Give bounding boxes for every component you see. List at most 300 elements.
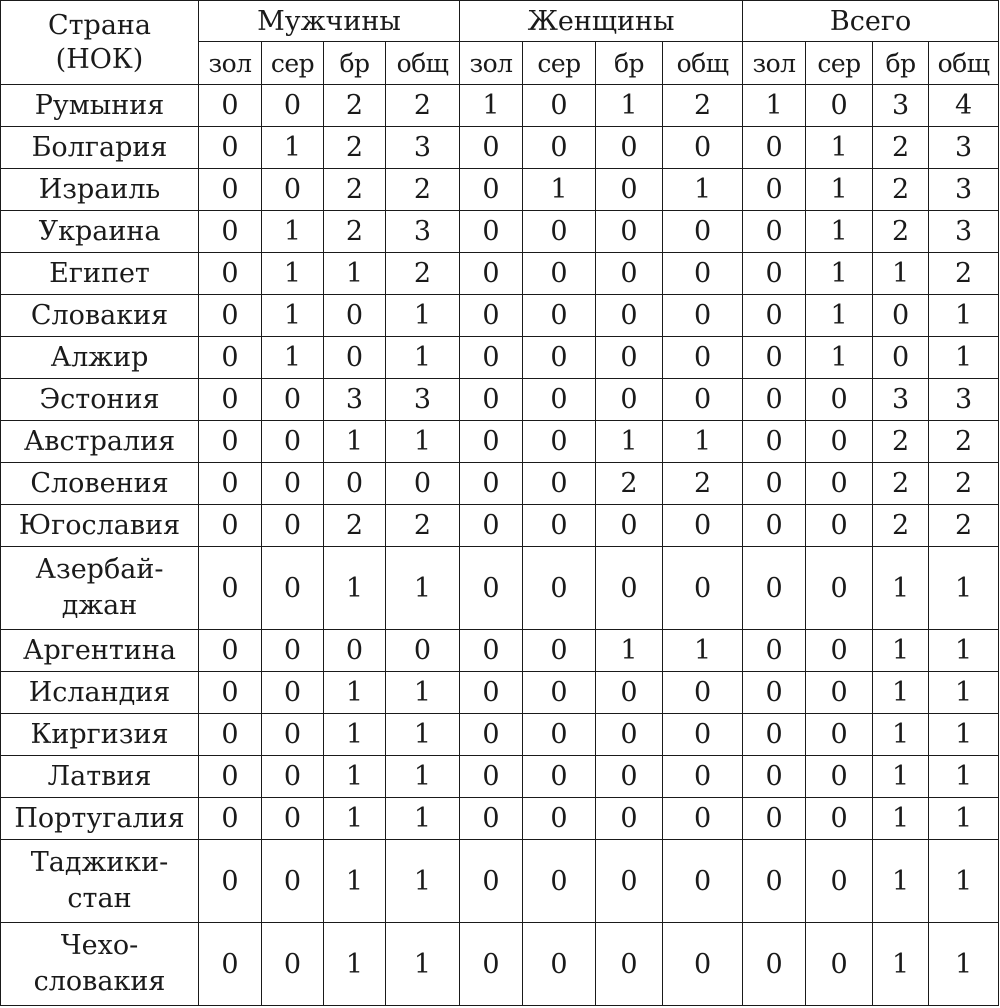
table-row bbox=[1, 505, 999, 547]
table-row bbox=[1, 253, 999, 295]
subheader-total-0: зол bbox=[743, 42, 806, 85]
country-name-line: Латвия bbox=[47, 761, 152, 792]
value-cell: 0 bbox=[262, 421, 324, 463]
value-cell: 0 bbox=[743, 840, 806, 923]
value-cell: 0 bbox=[199, 630, 262, 672]
value-cell: 1 bbox=[929, 798, 999, 840]
value-cell: 2 bbox=[386, 505, 460, 547]
value-cell: 3 bbox=[929, 379, 999, 421]
value-cell: 0 bbox=[596, 211, 663, 253]
table-row bbox=[1, 756, 999, 798]
value-cell: 0 bbox=[743, 714, 806, 756]
value-cell: 2 bbox=[324, 85, 386, 127]
value-cell: 1 bbox=[262, 127, 324, 169]
value-cell: 0 bbox=[743, 169, 806, 211]
country-cell bbox=[1, 337, 199, 379]
value-cell: 0 bbox=[262, 463, 324, 505]
value-cell: 1 bbox=[324, 714, 386, 756]
value-cell: 0 bbox=[199, 421, 262, 463]
subheader-women-0: зол bbox=[460, 42, 523, 85]
value-cell: 0 bbox=[743, 672, 806, 714]
value-cell: 3 bbox=[386, 127, 460, 169]
country-cell bbox=[1, 421, 199, 463]
value-cell: 0 bbox=[806, 672, 873, 714]
country-name-line: Югославия bbox=[18, 510, 181, 541]
value-cell: 0 bbox=[663, 337, 743, 379]
value-cell: 1 bbox=[873, 547, 929, 630]
country-name-line: Исландия bbox=[28, 677, 171, 708]
value-cell: 0 bbox=[460, 505, 523, 547]
value-cell: 1 bbox=[929, 547, 999, 630]
subheader-men-0: зол bbox=[199, 42, 262, 85]
country-name-line: джан bbox=[61, 590, 138, 621]
value-cell: 2 bbox=[324, 169, 386, 211]
value-cell: 0 bbox=[199, 756, 262, 798]
value-cell: 2 bbox=[873, 169, 929, 211]
value-cell: 2 bbox=[386, 85, 460, 127]
subheader-women-2: бр bbox=[596, 42, 663, 85]
country-name-line: Румыния bbox=[34, 90, 165, 121]
value-cell: 0 bbox=[663, 547, 743, 630]
value-cell: 0 bbox=[523, 756, 596, 798]
value-cell: 0 bbox=[663, 505, 743, 547]
value-cell: 0 bbox=[199, 505, 262, 547]
value-cell: 0 bbox=[262, 505, 324, 547]
value-cell: 2 bbox=[929, 505, 999, 547]
value-cell: 0 bbox=[199, 379, 262, 421]
value-cell: 0 bbox=[523, 211, 596, 253]
value-cell: 0 bbox=[199, 169, 262, 211]
value-cell: 0 bbox=[460, 756, 523, 798]
value-cell: 0 bbox=[324, 630, 386, 672]
country-cell bbox=[1, 840, 199, 923]
value-cell: 0 bbox=[663, 253, 743, 295]
value-cell: 0 bbox=[743, 127, 806, 169]
value-cell: 1 bbox=[324, 421, 386, 463]
value-cell: 1 bbox=[386, 672, 460, 714]
value-cell: 2 bbox=[386, 253, 460, 295]
value-cell: 0 bbox=[199, 295, 262, 337]
value-cell: 2 bbox=[873, 127, 929, 169]
value-cell: 1 bbox=[324, 840, 386, 923]
group-header-total: Всего bbox=[743, 1, 999, 42]
table-row bbox=[1, 547, 999, 630]
value-cell: 0 bbox=[199, 127, 262, 169]
country-cell bbox=[1, 295, 199, 337]
value-cell: 0 bbox=[460, 169, 523, 211]
value-cell: 0 bbox=[199, 923, 262, 1006]
value-cell: 3 bbox=[873, 379, 929, 421]
value-cell: 0 bbox=[262, 840, 324, 923]
value-cell: 0 bbox=[460, 211, 523, 253]
value-cell: 0 bbox=[806, 798, 873, 840]
group-header-men: Мужчины bbox=[199, 1, 460, 42]
country-cell bbox=[1, 672, 199, 714]
value-cell: 0 bbox=[743, 421, 806, 463]
value-cell: 0 bbox=[262, 169, 324, 211]
value-cell: 1 bbox=[386, 295, 460, 337]
value-cell: 0 bbox=[386, 630, 460, 672]
group-header-women: Женщины bbox=[460, 1, 743, 42]
value-cell: 1 bbox=[929, 672, 999, 714]
table-row bbox=[1, 798, 999, 840]
value-cell: 0 bbox=[596, 672, 663, 714]
value-cell: 0 bbox=[262, 923, 324, 1006]
value-cell: 1 bbox=[324, 798, 386, 840]
value-cell: 0 bbox=[596, 169, 663, 211]
value-cell: 0 bbox=[523, 295, 596, 337]
value-cell: 3 bbox=[873, 85, 929, 127]
table-row bbox=[1, 463, 999, 505]
country-cell bbox=[1, 505, 199, 547]
value-cell: 0 bbox=[743, 337, 806, 379]
value-cell: 1 bbox=[386, 337, 460, 379]
value-cell: 0 bbox=[523, 337, 596, 379]
value-cell: 0 bbox=[523, 463, 596, 505]
value-cell: 0 bbox=[663, 840, 743, 923]
value-cell: 0 bbox=[523, 421, 596, 463]
value-cell: 0 bbox=[596, 379, 663, 421]
value-cell: 0 bbox=[743, 253, 806, 295]
value-cell: 0 bbox=[262, 547, 324, 630]
value-cell: 0 bbox=[596, 127, 663, 169]
value-cell: 0 bbox=[199, 85, 262, 127]
value-cell: 0 bbox=[460, 672, 523, 714]
country-name-line: Азербай- bbox=[35, 554, 164, 585]
value-cell: 0 bbox=[743, 295, 806, 337]
country-name-line: стан bbox=[67, 883, 132, 914]
value-cell: 0 bbox=[460, 630, 523, 672]
value-cell: 0 bbox=[743, 505, 806, 547]
value-cell: 0 bbox=[596, 337, 663, 379]
value-cell: 1 bbox=[262, 337, 324, 379]
country-name-line: Киргизия bbox=[30, 719, 169, 750]
value-cell: 1 bbox=[523, 169, 596, 211]
subheader-men-3: общ bbox=[386, 42, 460, 85]
value-cell: 2 bbox=[929, 421, 999, 463]
value-cell: 2 bbox=[873, 421, 929, 463]
country-header-line-1: Страна bbox=[47, 9, 152, 41]
value-cell: 0 bbox=[743, 463, 806, 505]
value-cell: 0 bbox=[262, 798, 324, 840]
value-cell: 1 bbox=[386, 756, 460, 798]
value-cell: 2 bbox=[386, 169, 460, 211]
value-cell: 0 bbox=[460, 253, 523, 295]
country-name-line: словакия bbox=[33, 966, 166, 997]
value-cell: 0 bbox=[460, 127, 523, 169]
value-cell: 0 bbox=[873, 337, 929, 379]
table-row bbox=[1, 337, 999, 379]
value-cell: 0 bbox=[460, 840, 523, 923]
value-cell: 1 bbox=[873, 253, 929, 295]
value-cell: 0 bbox=[523, 840, 596, 923]
value-cell: 0 bbox=[199, 714, 262, 756]
value-cell: 0 bbox=[262, 85, 324, 127]
value-cell: 0 bbox=[596, 714, 663, 756]
value-cell: 1 bbox=[806, 295, 873, 337]
country-cell bbox=[1, 547, 199, 630]
value-cell: 1 bbox=[262, 253, 324, 295]
table-row bbox=[1, 672, 999, 714]
country-name-line: Аргентина bbox=[23, 635, 176, 666]
value-cell: 0 bbox=[596, 840, 663, 923]
country-name-line: Чехо- bbox=[60, 930, 139, 961]
value-cell: 0 bbox=[806, 85, 873, 127]
value-cell: 1 bbox=[324, 547, 386, 630]
value-cell: 3 bbox=[324, 379, 386, 421]
value-cell: 2 bbox=[324, 127, 386, 169]
value-cell: 0 bbox=[523, 505, 596, 547]
country-cell bbox=[1, 211, 199, 253]
table-row bbox=[1, 630, 999, 672]
table-row bbox=[1, 714, 999, 756]
subheader-total-2: бр bbox=[873, 42, 929, 85]
value-cell: 0 bbox=[663, 714, 743, 756]
value-cell: 3 bbox=[929, 169, 999, 211]
value-cell: 0 bbox=[806, 840, 873, 923]
country-column-header bbox=[1, 1, 199, 85]
value-cell: 0 bbox=[262, 379, 324, 421]
value-cell: 0 bbox=[743, 547, 806, 630]
value-cell: 0 bbox=[663, 672, 743, 714]
value-cell: 2 bbox=[929, 463, 999, 505]
country-name-line: Словакия bbox=[30, 300, 169, 331]
value-cell: 0 bbox=[199, 211, 262, 253]
country-name-line: Израиль bbox=[38, 174, 161, 205]
value-cell: 1 bbox=[873, 714, 929, 756]
subheader-women-3: общ bbox=[663, 42, 743, 85]
value-cell: 0 bbox=[523, 923, 596, 1006]
value-cell: 0 bbox=[806, 421, 873, 463]
value-cell: 1 bbox=[929, 337, 999, 379]
value-cell: 1 bbox=[929, 295, 999, 337]
table-row bbox=[1, 421, 999, 463]
value-cell: 1 bbox=[929, 630, 999, 672]
country-cell bbox=[1, 463, 199, 505]
value-cell: 0 bbox=[663, 756, 743, 798]
value-cell: 0 bbox=[386, 463, 460, 505]
table-body bbox=[1, 85, 999, 1006]
value-cell: 0 bbox=[596, 505, 663, 547]
value-cell: 0 bbox=[806, 379, 873, 421]
value-cell: 0 bbox=[262, 756, 324, 798]
value-cell: 0 bbox=[199, 547, 262, 630]
value-cell: 1 bbox=[663, 169, 743, 211]
value-cell: 0 bbox=[743, 379, 806, 421]
value-cell: 2 bbox=[873, 211, 929, 253]
value-cell: 0 bbox=[523, 253, 596, 295]
value-cell: 0 bbox=[806, 714, 873, 756]
country-cell bbox=[1, 630, 199, 672]
value-cell: 1 bbox=[929, 756, 999, 798]
value-cell: 0 bbox=[523, 714, 596, 756]
table-row bbox=[1, 85, 999, 127]
value-cell: 3 bbox=[929, 127, 999, 169]
value-cell: 1 bbox=[929, 714, 999, 756]
value-cell: 0 bbox=[523, 85, 596, 127]
value-cell: 2 bbox=[663, 463, 743, 505]
value-cell: 0 bbox=[596, 253, 663, 295]
value-cell: 1 bbox=[262, 295, 324, 337]
subheader-women-1: сер bbox=[523, 42, 596, 85]
value-cell: 0 bbox=[663, 211, 743, 253]
value-cell: 3 bbox=[929, 211, 999, 253]
value-cell: 0 bbox=[324, 295, 386, 337]
value-cell: 0 bbox=[460, 295, 523, 337]
value-cell: 0 bbox=[743, 211, 806, 253]
country-cell bbox=[1, 127, 199, 169]
value-cell: 0 bbox=[523, 127, 596, 169]
value-cell: 0 bbox=[523, 798, 596, 840]
value-cell: 0 bbox=[460, 547, 523, 630]
value-cell: 0 bbox=[324, 463, 386, 505]
table-row bbox=[1, 169, 999, 211]
value-cell: 0 bbox=[663, 798, 743, 840]
value-cell: 0 bbox=[199, 672, 262, 714]
value-cell: 0 bbox=[262, 672, 324, 714]
value-cell: 0 bbox=[523, 547, 596, 630]
value-cell: 1 bbox=[596, 85, 663, 127]
value-cell: 2 bbox=[929, 253, 999, 295]
value-cell: 1 bbox=[806, 169, 873, 211]
value-cell: 1 bbox=[386, 923, 460, 1006]
value-cell: 0 bbox=[806, 756, 873, 798]
country-name-line: Португалия bbox=[14, 803, 185, 834]
value-cell: 0 bbox=[523, 379, 596, 421]
value-cell: 1 bbox=[806, 127, 873, 169]
value-cell: 2 bbox=[873, 505, 929, 547]
value-cell: 0 bbox=[806, 463, 873, 505]
value-cell: 0 bbox=[199, 798, 262, 840]
value-cell: 0 bbox=[460, 923, 523, 1006]
value-cell: 0 bbox=[523, 630, 596, 672]
country-cell bbox=[1, 798, 199, 840]
value-cell: 0 bbox=[806, 923, 873, 1006]
value-cell: 1 bbox=[596, 630, 663, 672]
value-cell: 0 bbox=[460, 421, 523, 463]
value-cell: 0 bbox=[663, 379, 743, 421]
country-name-line: Египет bbox=[49, 258, 150, 289]
value-cell: 1 bbox=[386, 840, 460, 923]
value-cell: 1 bbox=[386, 798, 460, 840]
value-cell: 0 bbox=[663, 923, 743, 1006]
table-row bbox=[1, 379, 999, 421]
table-row bbox=[1, 211, 999, 253]
value-cell: 0 bbox=[460, 463, 523, 505]
value-cell: 1 bbox=[596, 421, 663, 463]
value-cell: 0 bbox=[460, 798, 523, 840]
value-cell: 2 bbox=[873, 463, 929, 505]
value-cell: 0 bbox=[324, 337, 386, 379]
value-cell: 0 bbox=[596, 798, 663, 840]
value-cell: 2 bbox=[596, 463, 663, 505]
value-cell: 1 bbox=[873, 630, 929, 672]
value-cell: 1 bbox=[324, 253, 386, 295]
table-row bbox=[1, 127, 999, 169]
country-name-line: Болгария bbox=[31, 132, 168, 163]
value-cell: 1 bbox=[324, 756, 386, 798]
value-cell: 0 bbox=[596, 547, 663, 630]
value-cell: 1 bbox=[873, 840, 929, 923]
table-row bbox=[1, 295, 999, 337]
value-cell: 1 bbox=[806, 211, 873, 253]
value-cell: 4 bbox=[929, 85, 999, 127]
value-cell: 2 bbox=[663, 85, 743, 127]
value-cell: 1 bbox=[873, 672, 929, 714]
value-cell: 1 bbox=[929, 923, 999, 1006]
value-cell: 1 bbox=[386, 714, 460, 756]
country-header-line-2: (НОК) bbox=[55, 43, 144, 75]
value-cell: 0 bbox=[743, 798, 806, 840]
value-cell: 2 bbox=[324, 211, 386, 253]
subheader-men-1: сер bbox=[262, 42, 324, 85]
value-cell: 1 bbox=[806, 337, 873, 379]
value-cell: 0 bbox=[199, 840, 262, 923]
value-cell: 0 bbox=[523, 672, 596, 714]
value-cell: 0 bbox=[806, 505, 873, 547]
country-name-line: Эстония bbox=[39, 384, 160, 415]
value-cell: 3 bbox=[386, 211, 460, 253]
value-cell: 0 bbox=[460, 714, 523, 756]
value-cell: 1 bbox=[663, 630, 743, 672]
country-cell bbox=[1, 85, 199, 127]
value-cell: 0 bbox=[596, 756, 663, 798]
value-cell: 0 bbox=[663, 127, 743, 169]
value-cell: 0 bbox=[596, 295, 663, 337]
subheader-total-3: общ bbox=[929, 42, 999, 85]
country-name-line: Таджики- bbox=[30, 847, 169, 878]
country-cell bbox=[1, 923, 199, 1006]
value-cell: 0 bbox=[743, 756, 806, 798]
value-cell: 0 bbox=[460, 337, 523, 379]
header-row-groups bbox=[1, 1, 999, 42]
country-cell bbox=[1, 253, 199, 295]
value-cell: 0 bbox=[199, 253, 262, 295]
value-cell: 1 bbox=[663, 421, 743, 463]
value-cell: 0 bbox=[743, 923, 806, 1006]
value-cell: 0 bbox=[199, 463, 262, 505]
value-cell: 1 bbox=[806, 253, 873, 295]
value-cell: 0 bbox=[743, 630, 806, 672]
value-cell: 1 bbox=[873, 923, 929, 1006]
country-cell bbox=[1, 169, 199, 211]
value-cell: 1 bbox=[929, 840, 999, 923]
table-row bbox=[1, 923, 999, 1006]
value-cell: 0 bbox=[262, 630, 324, 672]
country-cell bbox=[1, 714, 199, 756]
value-cell: 1 bbox=[386, 547, 460, 630]
value-cell: 3 bbox=[386, 379, 460, 421]
value-cell: 1 bbox=[262, 211, 324, 253]
value-cell: 0 bbox=[806, 547, 873, 630]
country-name-line: Алжир bbox=[50, 342, 149, 373]
country-name-line: Словения bbox=[30, 468, 169, 499]
value-cell: 0 bbox=[596, 923, 663, 1006]
value-cell: 1 bbox=[873, 756, 929, 798]
value-cell: 0 bbox=[262, 714, 324, 756]
value-cell: 1 bbox=[460, 85, 523, 127]
value-cell: 0 bbox=[873, 295, 929, 337]
value-cell: 0 bbox=[806, 630, 873, 672]
country-name-line: Австралия bbox=[23, 426, 176, 457]
value-cell: 1 bbox=[324, 672, 386, 714]
subheader-total-1: сер bbox=[806, 42, 873, 85]
value-cell: 0 bbox=[460, 379, 523, 421]
value-cell: 0 bbox=[663, 295, 743, 337]
value-cell: 2 bbox=[324, 505, 386, 547]
country-cell bbox=[1, 756, 199, 798]
country-cell bbox=[1, 379, 199, 421]
